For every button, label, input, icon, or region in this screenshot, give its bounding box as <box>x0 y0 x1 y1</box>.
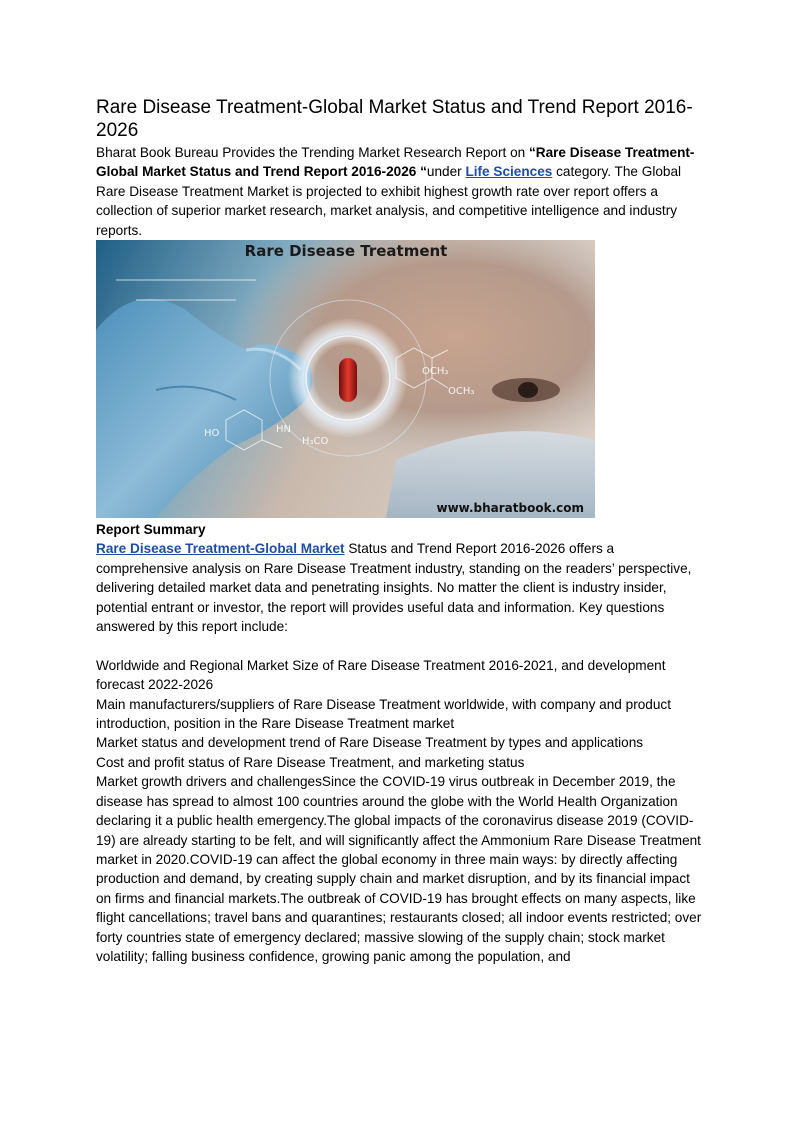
spacer <box>96 636 708 655</box>
chem-label-ho: HO <box>204 428 220 440</box>
question-item: Market growth drivers and challengesSince the COVID-19 virus outbreak in December 2019, the disease has spread to almost 100 countries around the globe with the World Health Organization declaring it a public health emergency.The global impacts of the coronavirus disease 2019 (COVID-19) are already starting to be felt, and will significantly affect the Ammonium Rare Disease Treatment market in 2020.COVID-19 can affect the global economy in three main ways: by directly affecting production and demand, by creating supply chain and market disruption, and by its financial impact on firms and financial markets.The outbreak of COVID-19 has brought effects on many aspects, like flight cancellations; travel bans and quarantines; restaurants closed; all indoor events restricted; over forty countries state of emergency declared; massive slowing of the supply chain; stock market volatility; falling business confidence, growing panic among the population, and <box>96 774 702 964</box>
summary-paragraph <box>96 539 708 636</box>
intro-report-title: “Rare Disease Treatment-Global Market Status and Trend Report 2016-2026 “ <box>96 145 695 180</box>
intro-text-2: under <box>426 164 466 180</box>
chem-label-och3-a: OCH₃ <box>422 366 449 378</box>
intro-text-3: category. The Global Rare Disease Treatment Market is projected to exhibit highest growth rate over report offers a collection of superior market research, market analysis, and competitive intelligence and industry reports. <box>96 164 682 238</box>
intro-paragraph <box>96 143 708 240</box>
chem-label-h3co: H₃CO <box>302 436 329 448</box>
life-sciences-link[interactable]: Life Sciences <box>465 164 553 180</box>
document-page <box>96 96 708 966</box>
document-title: Rare Disease Treatment-Global Market Status and Trend Report 2016-2026 <box>96 97 693 141</box>
question-item: Worldwide and Regional Market Size of Rare Disease Treatment 2016-2021, and development forecast 2022-2026 <box>96 657 666 693</box>
chem-label-och3-b: OCH₃ <box>448 386 475 398</box>
question-item: Market status and development trend of Rare Disease Treatment by types and applications <box>96 735 644 751</box>
intro-text-1: Bharat Book Bureau Provides the Trending Market Research Report on <box>96 145 529 160</box>
summary-text: Status and Trend Report 2016-2026 offers a comprehensive analysis on Rare Disease Treatment industry, standing on the readers’ perspective, delivering detailed market data and penetrating insights. No matter the client is industry insider, potential entrant or investor, the report will provides useful data and information. Key questions answered by this report include: <box>96 541 692 635</box>
chem-label-hn: HN <box>276 424 291 436</box>
question-item: Cost and profit status of Rare Disease Treatment, and marketing status <box>96 754 525 770</box>
image-watermark: www.bharatbook.com <box>436 501 584 516</box>
report-cover-image <box>96 240 595 518</box>
question-item: Main manufacturers/suppliers of Rare Disease Treatment worldwide, with company and product introduction, position in the Rare Disease Treatment market <box>96 696 671 732</box>
market-report-link[interactable]: Rare Disease Treatment-Global Market <box>96 541 345 557</box>
report-summary-heading: Report Summary <box>96 522 206 538</box>
image-caption-title: Rare Disease Treatment <box>244 242 448 261</box>
